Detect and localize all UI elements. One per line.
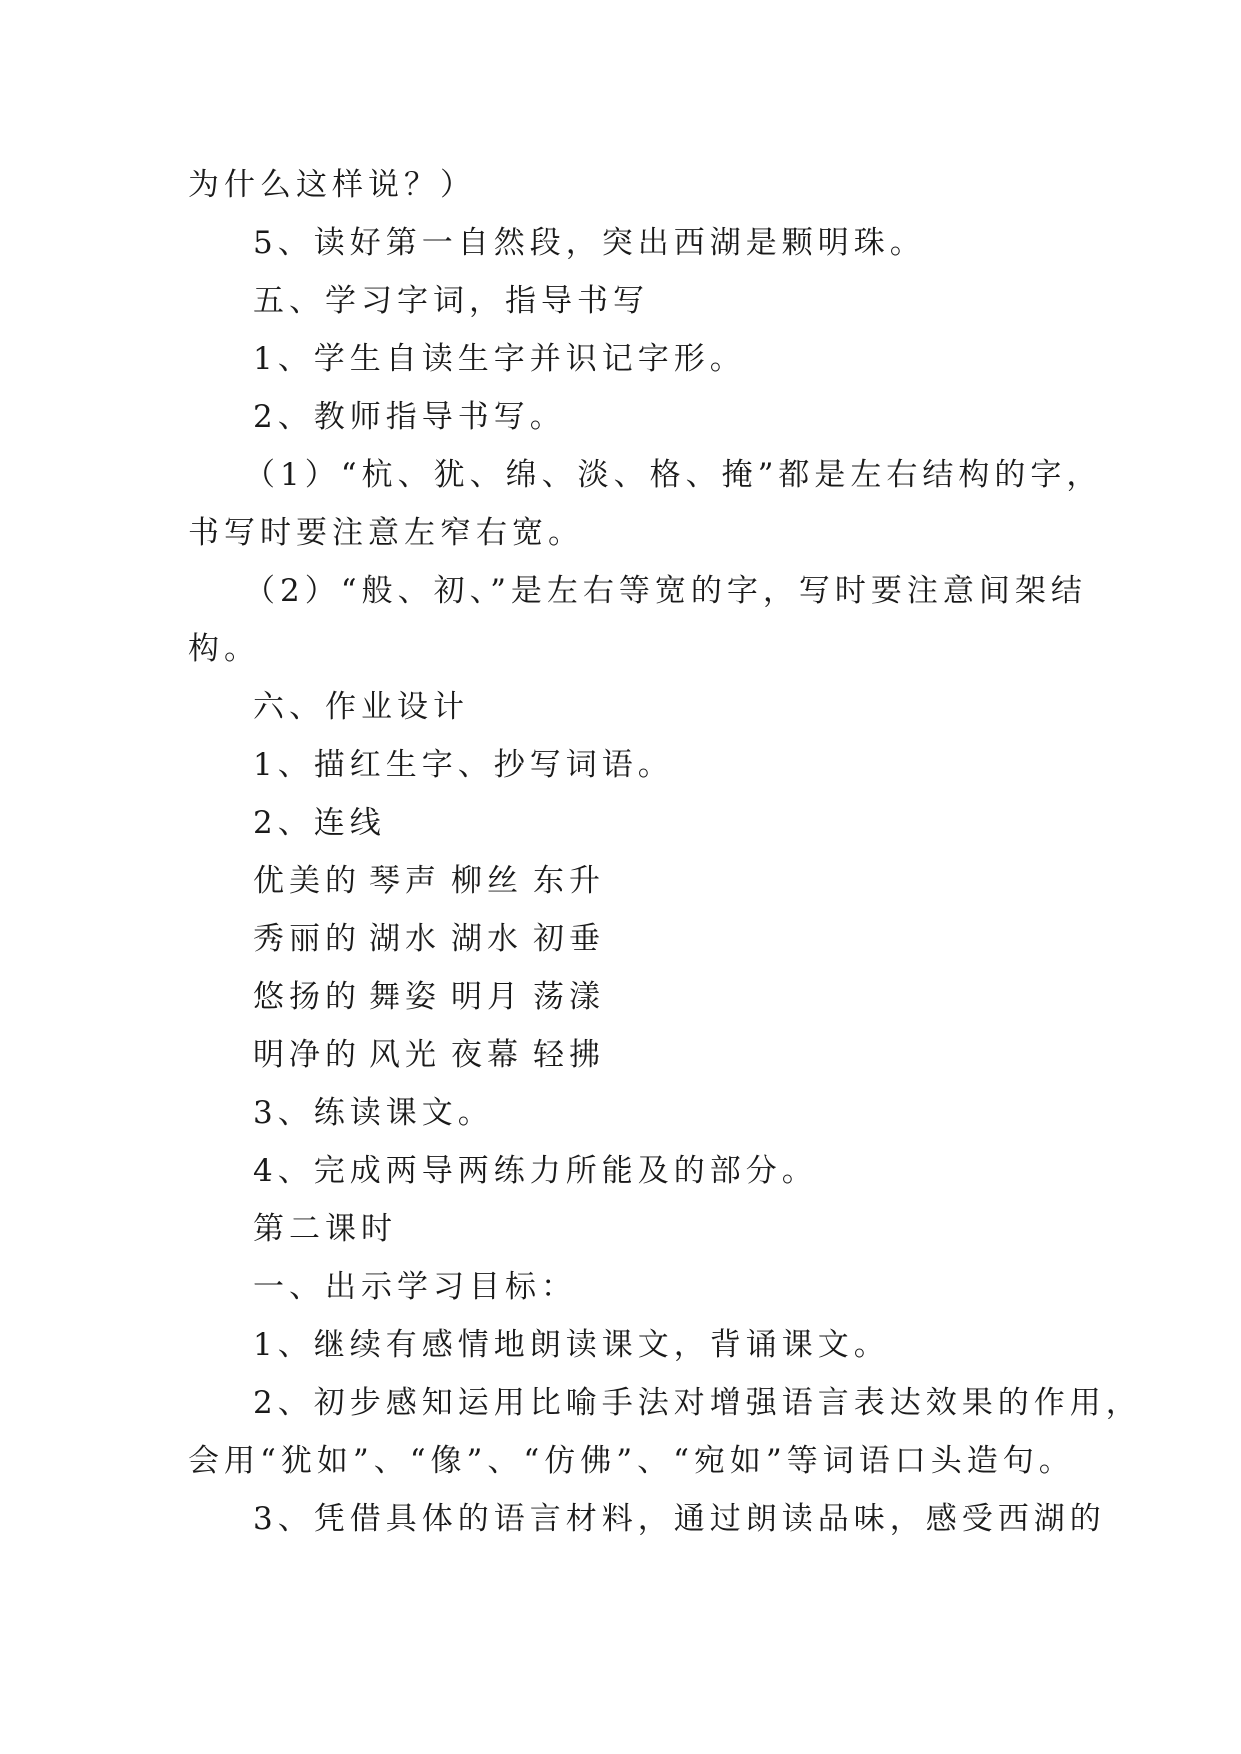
section-heading: 五、学习字词，指导书写 (253, 283, 649, 319)
word-cell: 夜幕 (451, 1037, 523, 1073)
paragraph-line: 书写时要注意左窄右宽。 (188, 515, 584, 551)
word-table-row (188, 910, 1068, 968)
paragraph-line: 5、读好第一自然段，突出西湖是颗明珠。 (253, 225, 926, 261)
word-cell: 荡漾 (533, 979, 605, 1015)
word-table-row (188, 852, 1068, 910)
section-heading: 六、作业设计 (253, 689, 469, 725)
word-cell: 秀丽的 (253, 921, 361, 957)
word-cell: 明月 (451, 979, 523, 1015)
paragraph-line: 构。 (188, 631, 260, 667)
paragraph-line: 3、练读课文。 (253, 1095, 494, 1131)
paragraph-line: 2、连线 (253, 805, 386, 841)
word-table-row (188, 968, 1068, 1026)
word-cell: 东升 (533, 863, 605, 899)
word-cell: 湖水 (369, 921, 441, 957)
document-body (188, 156, 1142, 1548)
word-cell: 轻拂 (533, 1037, 605, 1073)
paragraph-line: 为什么这样说？） (188, 167, 476, 203)
word-table-row (188, 1026, 1068, 1084)
word-cell: 优美的 (253, 863, 361, 899)
word-cell: 悠扬的 (253, 979, 361, 1015)
paragraph-line: 2、教师指导书写。 (253, 399, 566, 435)
word-cell: 舞姿 (369, 979, 441, 1015)
section-heading: 第二课时 (253, 1211, 397, 1247)
paragraph-line: 3、凭借具体的语言材料，通过朗读品味，感受西湖的 (253, 1501, 1106, 1537)
word-cell: 湖水 (451, 921, 523, 957)
word-cell: 明净的 (253, 1037, 361, 1073)
word-cell: 初垂 (533, 921, 605, 957)
word-cell: 琴声 (369, 863, 441, 899)
paragraph-line: 1、学生自读生字并识记字形。 (253, 341, 746, 377)
word-cell: 风光 (369, 1037, 441, 1073)
paragraph-line: 4、完成两导两练力所能及的部分。 (253, 1153, 818, 1189)
paragraph-line: 2、初步感知运用比喻手法对增强语言表达效果的作用， (253, 1385, 1142, 1421)
paragraph-line: 会用“犹如”、“像”、“仿佛”、“宛如”等词语口头造句。 (188, 1443, 1075, 1479)
paragraph-line: 1、继续有感情地朗读课文，背诵课文。 (253, 1327, 890, 1363)
paragraph-line: （1）“杭、犹、绵、淡、格、掩”都是左右结构的字， (244, 457, 1103, 493)
word-cell: 柳丝 (451, 863, 523, 899)
paragraph-line: 1、描红生字、抄写词语。 (253, 747, 674, 783)
section-heading: 一、出示学习目标： (253, 1269, 577, 1305)
paragraph-line: （2）“般、初、”是左右等宽的字，写时要注意间架结 (244, 573, 1087, 609)
